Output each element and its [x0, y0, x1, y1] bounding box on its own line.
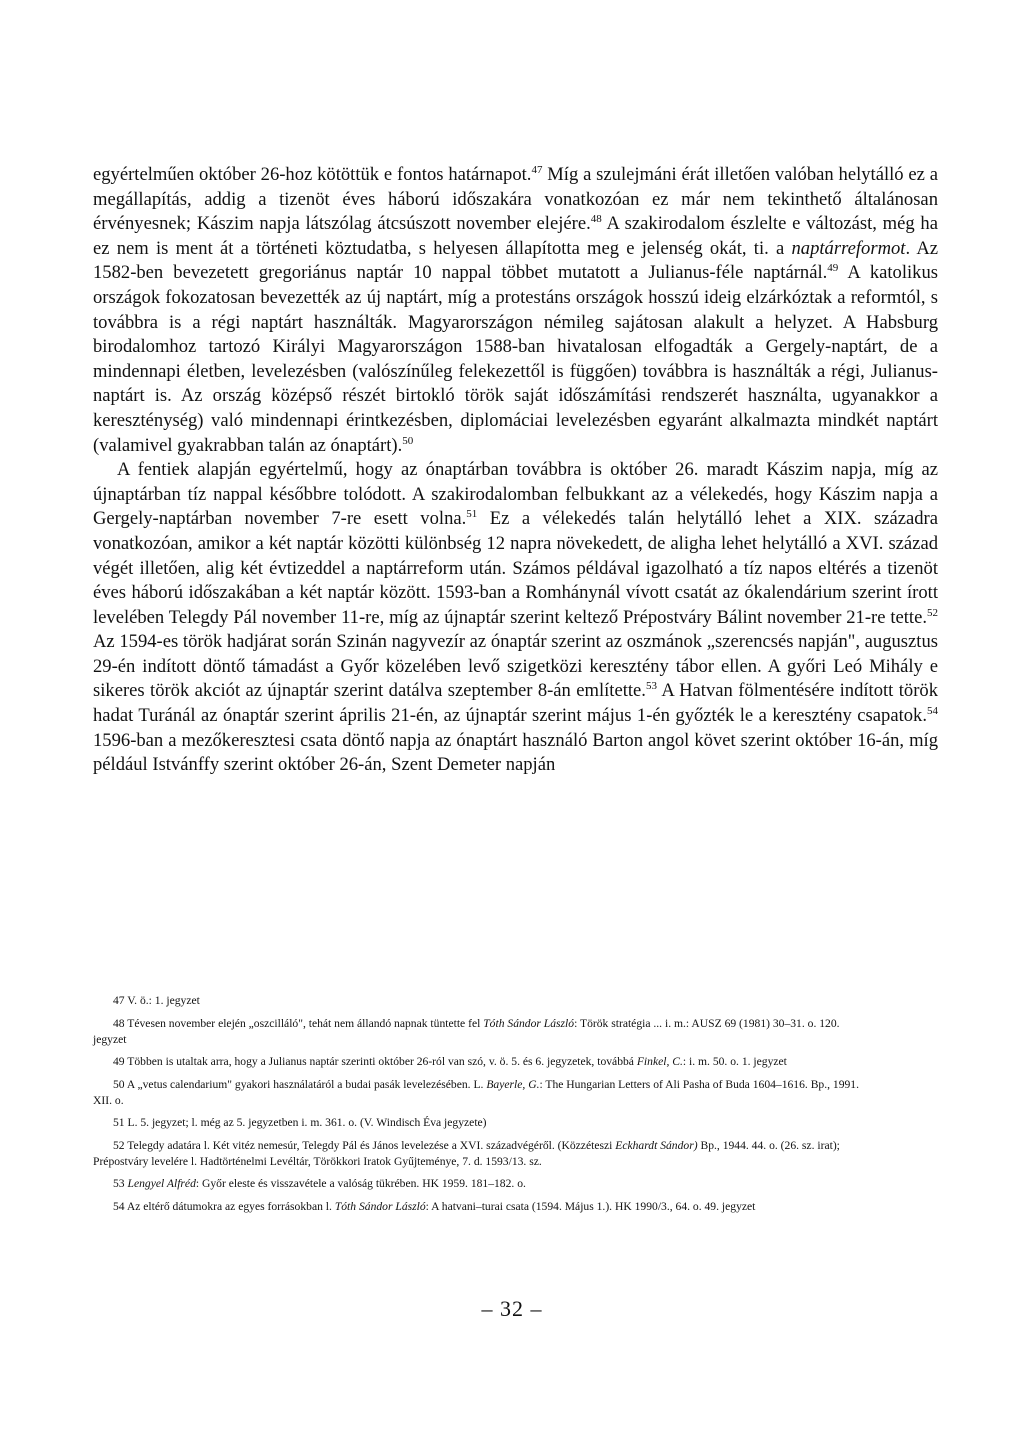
author-name: Tóth Sándor László: [483, 1016, 575, 1030]
footnote-52: [93, 1138, 863, 1170]
footnotes: [93, 993, 863, 1221]
text-run: Míg a szulejmáni érát illetően valóban helytálló ez a megállapítás, addig a tizenöt éves háború időszakára vonatkozóan ez már nem tekinthető általánosan érvényesnek; Kászim napja látszólag átcsúszott november elejére.: [93, 164, 939, 235]
author-name: Eckhardt Sándor): [615, 1138, 698, 1152]
author-name: Finkel, C.: [636, 1055, 683, 1068]
footnote-text: Bp., 1944. 44. o. (26. sz. irat); Prépostváry levelére l. Hadtörténelmi Levéltár, Törökkori Iratok Gyűjteménye, 7. d. 1593/13. sz.: [93, 1138, 840, 1168]
footnote-text: : Török stratégia ... i. m.: AUSZ 69 (1981) 30–31. o. 120. jegyzet: [93, 1016, 840, 1046]
page-number: – 32 –: [481, 1296, 543, 1321]
footnote-47: [93, 993, 863, 1009]
text-run: egyértelműen október 26-hoz kötöttük e fontos határnapot.: [93, 164, 532, 185]
footnote-text: : i. m. 50. o. 1. jegyzet: [682, 1055, 787, 1068]
text-run: Ez a vélekedés talán helytálló lehet a XIX. századra vonatkozóan, amikor a két naptár közötti különbség 12 napra növekedett, de aligha lehet helytálló a XVI. század végét illetően, alig két évtizeddel a naptárreform után. Számos példával igazolható a tíz napos eltérés a tizenöt éves háború időszakában a két naptár között. 1593-ban a Romhánynál vívott csatát az ókalendárium szerint írott levelében Telegdy Pál november 11-re, míg az újnaptár szerint keltező Prépostváry Bálint november 21-re tette.: [93, 508, 938, 628]
footnote-text: : The Hungarian Letters of Ali Pasha of Buda 1604–1616. Bp., 1991. XII. o.: [93, 1077, 860, 1107]
footnote-51: [93, 1115, 863, 1131]
paragraph: [93, 163, 938, 458]
paragraph: [93, 458, 938, 778]
footnote-ref-54: 54: [927, 704, 938, 717]
footnote-ref-49: 49: [827, 262, 839, 275]
footnote-text: 50 A „vetus calendarium" gyakori használatáról a budai pasák levelezésében. L.: [113, 1077, 487, 1091]
text-run: A szakirodalom észlelte e változást, még ha ez nem is ment át a történeti köztudatba, s helyesen állapította meg e jelenség okát, ti. a: [93, 213, 938, 259]
footnote-ref-50: 50: [402, 434, 414, 447]
footnote-53: [93, 1176, 863, 1192]
author-name: Tóth Sándor László: [334, 1199, 426, 1213]
footnote-ref-48: 48: [590, 213, 602, 225]
text-run: . Az 1582-ben bevezetett gregoriánus naptár 10 nappal többet mutatott a Julianus-féle naptárnál.: [93, 237, 938, 284]
footnote-text: 49 Többen is utaltak arra, hogy a Julianus naptár szerinti október 26-ról van szó, v. ö. 5. és 6. jegyzetek, továbbá: [113, 1055, 637, 1068]
text-run: A fentiek alapján egyértelmű, hogy az ónaptárban továbbra is október 26. maradt Kászim napja, míg az újnaptárban tíz nappal későbbre tolódott. A szakirodalomban felbukkant az a vélekedés, hogy Kászim napja a Gergely-naptárban november 7-re esett volna.: [93, 459, 938, 530]
footnote-ref-51: 51: [466, 508, 478, 521]
footnote-49: [93, 1054, 863, 1070]
footnote-54: [93, 1199, 863, 1215]
footnote-text: 47 V. ö.: 1. jegyzet: [113, 994, 200, 1007]
text-run: A katolikus országok fokozatosan bevezették az új naptárt, míg a protestáns országok hosszú ideig elzárkóztak a reformtól, s továbbra is a régi naptárt használták. Magyarországon némileg sajátosan alakult a helyzet. A Habsburg birodalomhoz tartozó Királyi Magyarországon 1588-ban hivatalosan elfogadták a Gergely-naptárt, de a mindennapi életben, levelezésben (valószínűleg felekezettől is függően) továbbra is használták a régi, Julianus-naptárt is. Az ország középső részét birtokló török saját időszámítási rendszerét használta, ugyanakkor a kereszténység) való mindennapi érintkezésben, diplomáciai levelezésben egyaránt alkalmazta mindkét naptárt (valamivel gyakrabban talán az ónaptárt).: [93, 262, 938, 456]
footnote-ref-47: 47: [531, 163, 543, 176]
emphasized-term: naptárreformot: [791, 237, 906, 259]
footnote-ref-53: 53: [645, 680, 657, 693]
author-name: Lengyel Alfréd: [127, 1177, 196, 1190]
footnote-text: 54 Az eltérő dátumokra az egyes forrásokban l.: [113, 1199, 335, 1213]
footnote-text: : A hatvani–turai csata (1594. Május 1.). HK 1990/3., 64. o. 49. jegyzet: [425, 1199, 756, 1213]
body-text: [93, 163, 938, 778]
author-name: Bayerle, G.: [486, 1077, 540, 1091]
footnote-ref-52: 52: [927, 606, 938, 619]
text-run: Az 1594-es török hadjárat során Szinán nagyvezír az ónaptár szerint az oszmánok „szerencsés napján", augusztus 29-én indított döntő támadást a Győr közelében levő szigetközi keresztény tábor ellen. A győri Leó Mihály e sikeres török akciót az újnaptár szerint datálva szeptember 8-án említette.: [93, 631, 938, 702]
footnote-text: : Győr eleste és visszavétele a valóság tükrében. HK 1959. 181–182. o.: [195, 1177, 526, 1190]
footnote-text: 51 L. 5. jegyzet; l. még az 5. jegyzetben i. m. 361. o. (V. Windisch Éva jegyzete): [113, 1116, 487, 1129]
footnote-48: [93, 1016, 863, 1048]
text-run: 1596-ban a mezőkeresztesi csata döntő napja az ónaptárt használó Barton angol követ szerint október 16-án, míg például Istvánffy szerint október 26-án, Szent Demeter napján: [93, 729, 938, 776]
text-run: A Hatvan fölmentésére indított török hadat Turánál az ónaptár szerint április 21-én, az újnaptár szerint május 1-én győzték le a keresztény csapatok.: [93, 680, 938, 727]
footnote-text: 53: [113, 1177, 128, 1190]
footnote-text: 48 Tévesen november elején „oszcilláló", tehát nem állandó napnak tüntette fel: [113, 1016, 484, 1030]
footnote-text: 52 Telegdy adatára l. Két vitéz nemesúr, Telegdy Pál és János levelezése a XVI. századvégéről. (Közzéteszi: [113, 1138, 616, 1152]
footnote-50: [93, 1077, 863, 1109]
